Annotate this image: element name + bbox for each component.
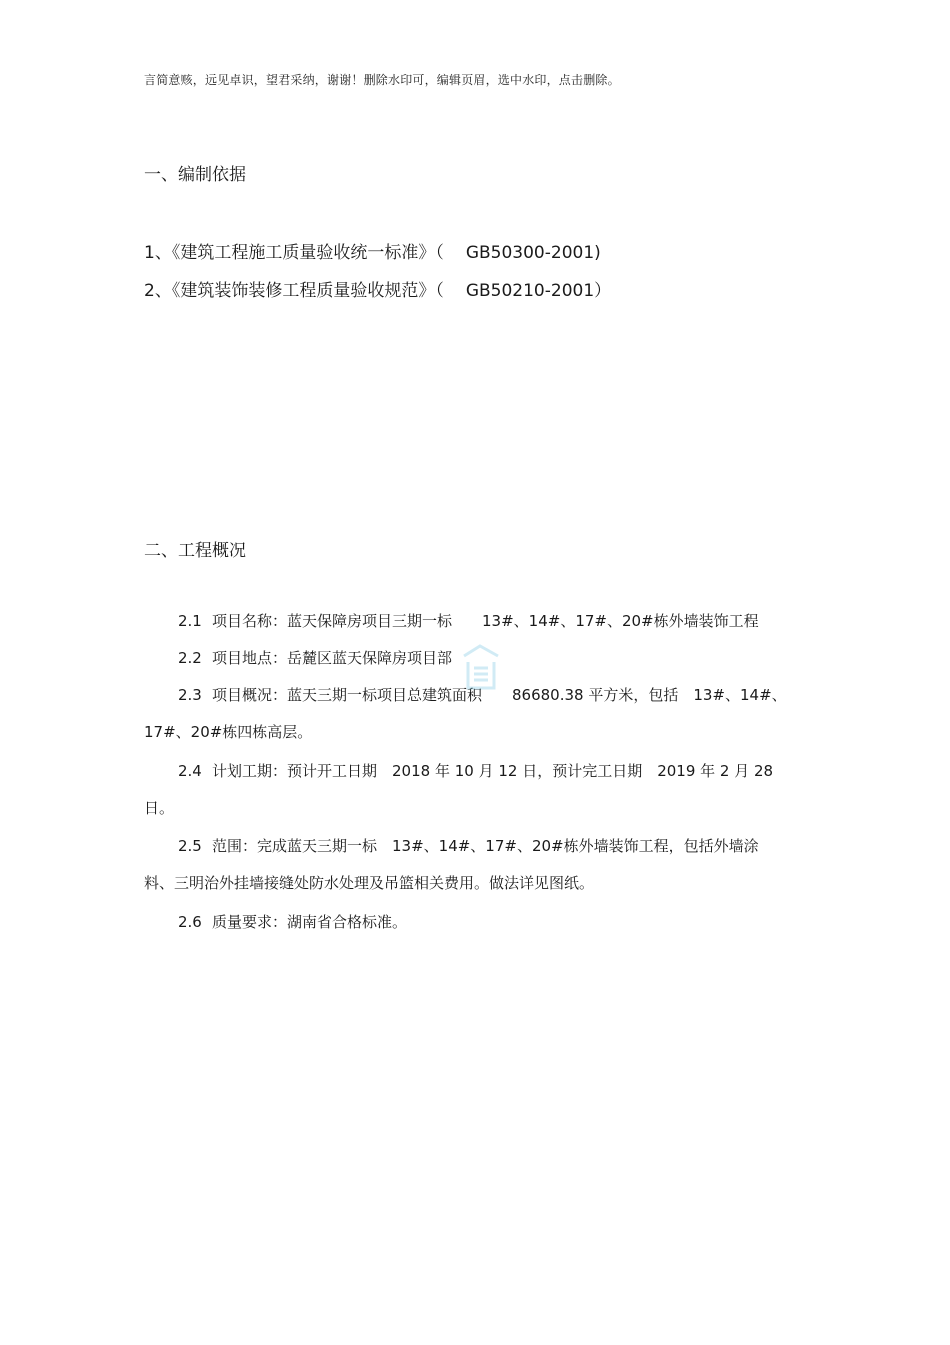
overview-item bbox=[144, 904, 814, 941]
item-text: 质量要求：湖南省合格标准。 bbox=[212, 913, 408, 931]
reference-code: GB50210-2001） bbox=[465, 281, 612, 301]
header-note: 言简意赅，远见卓识，望君采纳，谢谢！删除水印可，编辑页眉，选中水印，点击删除。 bbox=[144, 73, 620, 87]
item-text: 计划工期：预计开工日期 2018 年 10 月 12 日，预计完工日期 2019 年 2 月 28 bbox=[212, 762, 774, 780]
reference-title: 1、《建筑工程施工质量验收统一标准》（ bbox=[144, 243, 444, 263]
item-number: 2.2 bbox=[178, 649, 202, 667]
reference-item bbox=[144, 238, 601, 263]
overview-item bbox=[144, 753, 814, 827]
section-title-basis: 一、编制依据 bbox=[144, 165, 246, 185]
item-text-continued: 17#、20#栋四栋高层。 bbox=[144, 723, 313, 741]
reference-code: GB50300-2001) bbox=[465, 243, 601, 263]
item-text-continued: 料、三明治外挂墙接缝处防水处理及吊篮相关费用。做法详见图纸。 bbox=[144, 874, 595, 892]
item-number: 2.3 bbox=[178, 686, 202, 704]
item-text: 项目地点：岳麓区蓝天保障房项目部 bbox=[212, 649, 453, 667]
item-text-continued: 日。 bbox=[144, 799, 175, 817]
item-number: 2.5 bbox=[178, 837, 202, 855]
document-watermark-icon[interactable] bbox=[458, 642, 504, 694]
item-text: 项目概况：蓝天三期一标项目总建筑面积 86680.38 平方米，包括 13#、14#、 bbox=[212, 686, 787, 704]
item-text: 项目名称：蓝天保障房项目三期一标 13#、14#、17#、20#栋外墙装饰工程 bbox=[212, 612, 759, 630]
item-number: 2.1 bbox=[178, 612, 202, 630]
overview-item bbox=[144, 603, 814, 640]
reference-item bbox=[144, 276, 611, 301]
item-number: 2.6 bbox=[178, 913, 202, 931]
section-title-overview: 二、工程概况 bbox=[144, 541, 246, 561]
item-number: 2.4 bbox=[178, 762, 202, 780]
item-text: 范围：完成蓝天三期一标 13#、14#、17#、20#栋外墙装饰工程，包括外墙涂 bbox=[212, 837, 759, 855]
reference-title: 2、《建筑装饰装修工程质量验收规范》（ bbox=[144, 281, 444, 301]
overview-item bbox=[144, 828, 814, 902]
